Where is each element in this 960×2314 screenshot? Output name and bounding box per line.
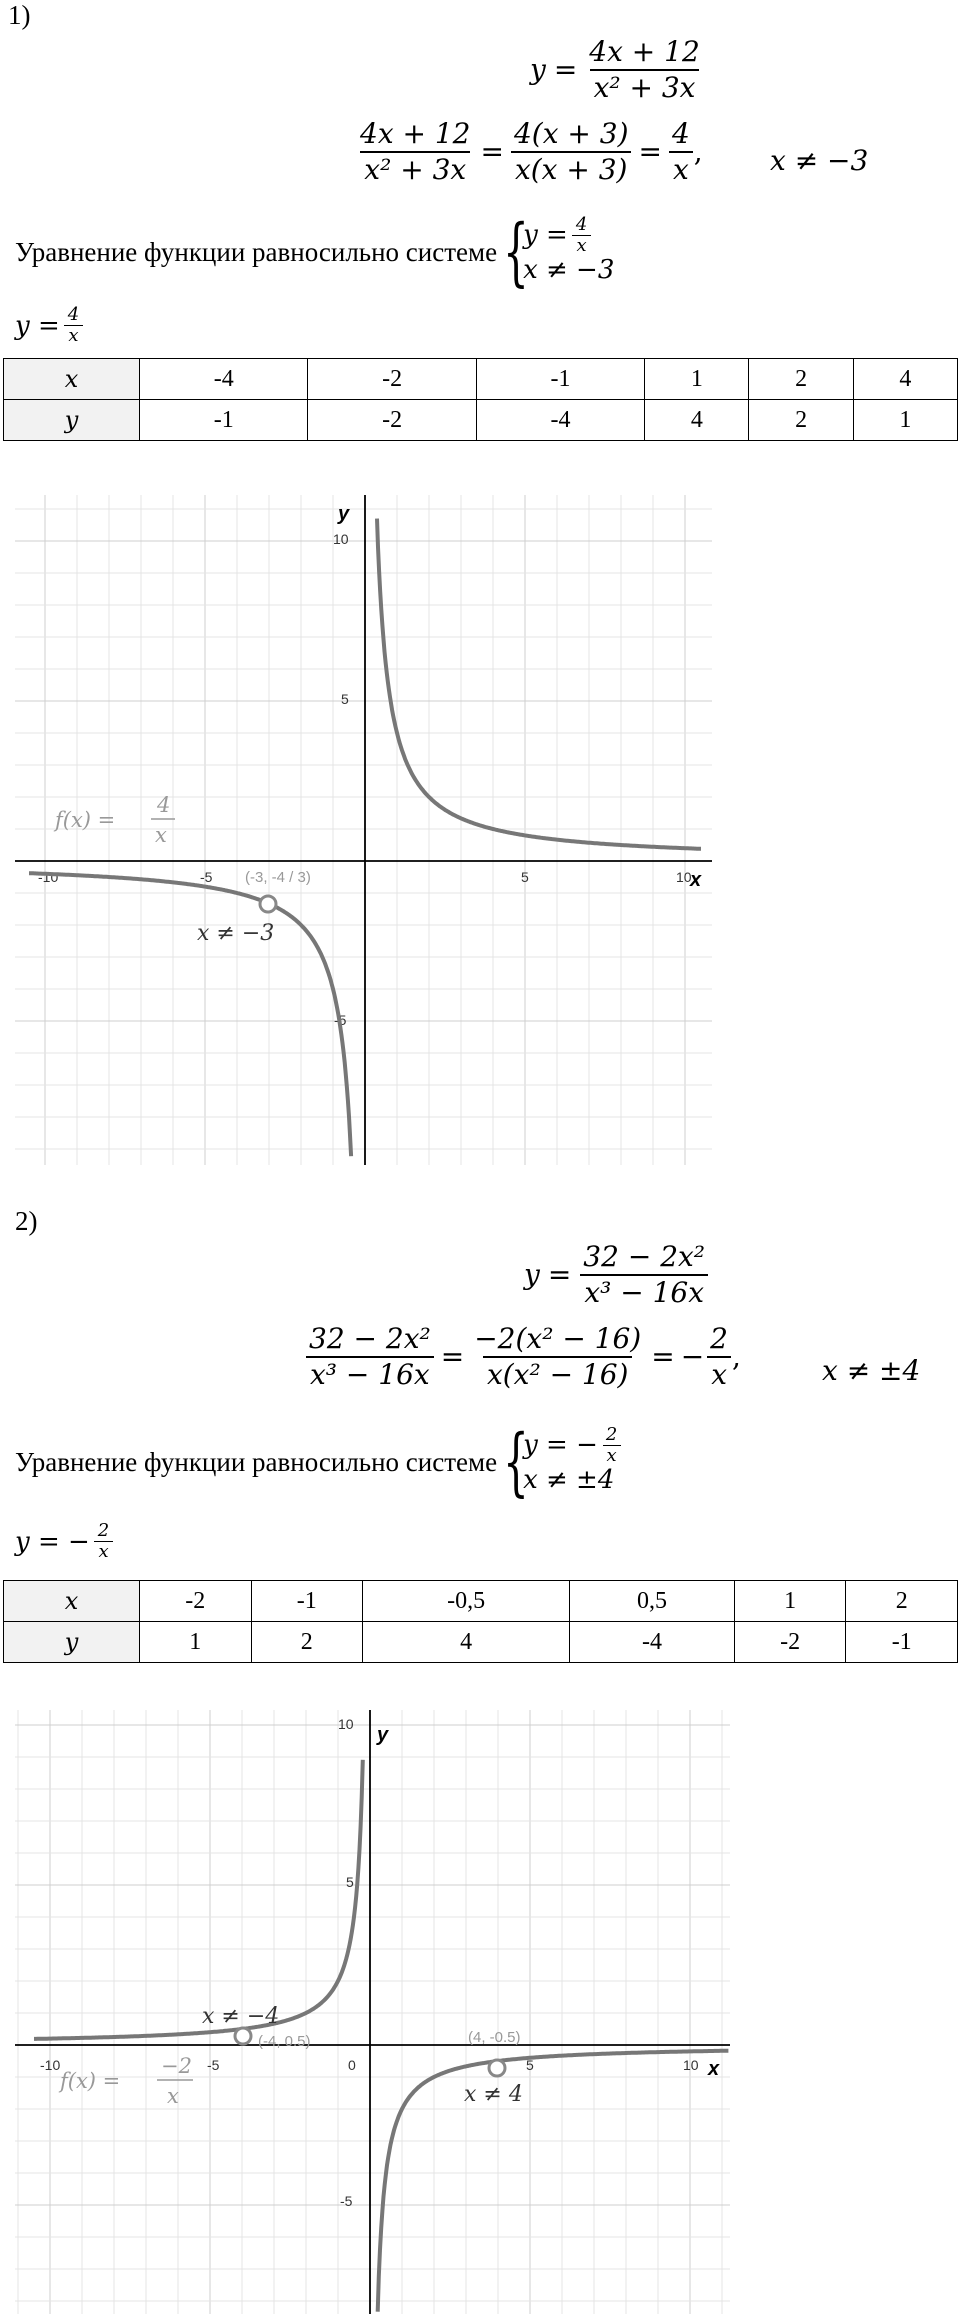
sys-line2: x ≠ −3: [523, 255, 615, 285]
sys-line1-num: 2: [605, 1423, 618, 1445]
simp-den-1: x² + 3x: [360, 151, 470, 184]
func-lhs: y = −: [15, 1526, 90, 1557]
simp-den-3: x: [707, 1356, 731, 1389]
sys-line1-num: 4: [575, 213, 588, 235]
eq-numerator: 32 − 2x²: [583, 1240, 706, 1273]
tick-x-10: 10: [676, 869, 692, 885]
table-cell: 1: [734, 1581, 846, 1622]
table-cell: 4: [645, 400, 749, 441]
tick-y-5: 5: [341, 691, 349, 707]
table-row-y: [4, 400, 958, 441]
table-cell: 4: [853, 359, 957, 400]
table-cell: -2: [734, 1622, 846, 1663]
tick-x-5: 5: [521, 869, 529, 885]
eq-lhs: y: [524, 1258, 540, 1291]
tick-y--5: -5: [340, 2193, 353, 2209]
table-cell: -1: [251, 1581, 363, 1622]
table-cell: 1: [853, 400, 957, 441]
origin-label: 0: [348, 2057, 356, 2073]
table-cell: 0,5: [570, 1581, 735, 1622]
excluded-point-1-label: (-4, 0.5): [258, 2033, 311, 2050]
part1-restriction: x ≠ −3: [770, 144, 869, 177]
table-cell: 2: [251, 1622, 363, 1663]
part1-equation: y = $\frac{4x + 12}{\text{x² + 3x}}$: [530, 38, 704, 102]
func-num: 2: [97, 1520, 110, 1541]
simp-den-1: x³ − 16x: [306, 1356, 434, 1389]
excluded-point-label: (-3, -4 / 3): [245, 869, 311, 886]
table-row-y: [4, 1622, 958, 1663]
part2-value-table: [3, 1580, 958, 1663]
simp-num-1: 32 − 2x²: [309, 1322, 431, 1355]
simp-num-3: 4: [671, 117, 690, 150]
table-cell: -4: [476, 400, 644, 441]
excluded-point-2: [489, 2060, 505, 2076]
simp-num-2: 4(x + 3): [513, 117, 629, 150]
system-text: Уравнение функции равносильно системе: [15, 1446, 498, 1477]
table-cell: -0,5: [363, 1581, 570, 1622]
simp-comma: ,: [693, 135, 703, 168]
tick-y-10: 10: [333, 531, 349, 547]
tick-y-10: 10: [338, 1716, 354, 1732]
excluded-point-note: x ≠ −3: [197, 921, 275, 946]
part2-restriction: x ≠ ±4: [822, 1354, 921, 1387]
part2-simplification: $\frac{\text{32 − 2x²}}{\text{x³ − 16x}}$ = $\frac{\text{−2(x² − 16)}}{\text{x(x² − 16)}}$ = − $\frac{2}{x}$ ,: [305, 1325, 741, 1389]
part2-system: Уравнение функции равносильно системе { y = − $\frac{2}{x}$ x ≠ ±4: [15, 1423, 621, 1501]
table-cell: 2: [846, 1581, 958, 1622]
excluded-point-2-label: (4, -0.5): [468, 2029, 521, 2046]
sys-line1-lhs: y = −: [523, 1430, 598, 1460]
table-cell: 4: [363, 1622, 570, 1663]
table-cell: -2: [308, 400, 476, 441]
part1-graph: [0, 490, 720, 1170]
tick-x--5: -5: [207, 2057, 220, 2073]
part1-simplification: $\frac{4x + 12}{\text{x² + 3x}}$ = $\frac{4(x + 3)}{x(x + 3)}$ = $\frac{4}{x}$ ,: [356, 120, 703, 184]
func-label-num: 4: [157, 793, 171, 817]
simp-minus: −: [680, 1340, 705, 1373]
part1-function: [15, 306, 83, 345]
table-cell: 1: [645, 359, 749, 400]
sys-line1-lhs: y =: [523, 220, 568, 250]
table-cell: 1: [140, 1622, 252, 1663]
table-row-x: [4, 1581, 958, 1622]
simp-den-2: x(x + 3): [511, 151, 632, 184]
func-lhs: y =: [15, 310, 60, 341]
curve-branch-right: [377, 519, 701, 849]
system-text: Уравнение функции равносильно системе: [15, 236, 498, 267]
tick-y-5: 5: [346, 1874, 354, 1890]
func-den: x: [64, 325, 82, 345]
grid: [15, 495, 712, 1165]
simp-den-2: x(x² − 16): [483, 1356, 633, 1389]
func-label-den: x: [167, 2084, 179, 2108]
table-cell: -1: [476, 359, 644, 400]
axis-label-x: x: [708, 2058, 720, 2080]
tick-x--5: -5: [200, 869, 213, 885]
curve-branch-right: [378, 2051, 729, 2312]
func-den: x: [94, 1541, 112, 1561]
sys-line1-den: x: [572, 235, 590, 255]
table-cell: -2: [308, 359, 476, 400]
part1-number: 1): [8, 0, 31, 30]
simp-den-3: x: [669, 151, 693, 184]
table-header-x: x: [4, 359, 140, 400]
table-cell: -4: [140, 359, 308, 400]
tick-x-10: 10: [683, 2057, 699, 2073]
part2-graph: [0, 1705, 740, 2314]
func-label-num: −2: [161, 2054, 192, 2078]
sys-line1-den: x: [603, 1445, 621, 1465]
part1-value-table: [3, 358, 958, 441]
table-cell: -4: [570, 1622, 735, 1663]
tick-x-5: 5: [526, 2057, 534, 2073]
simp-num-1: 4x + 12: [360, 117, 471, 150]
simp-num-2: −2(x² − 16): [474, 1322, 642, 1355]
excluded-point-1-note: x ≠ −4: [202, 2004, 280, 2029]
table-cell: -1: [846, 1622, 958, 1663]
axis-label-x: x: [690, 869, 702, 891]
table-cell: 2: [749, 359, 853, 400]
table-cell: -1: [140, 400, 308, 441]
func-num: 4: [67, 304, 80, 325]
excluded-point-1: [235, 2028, 251, 2044]
tick-x--10: -10: [40, 2057, 61, 2073]
func-label-lhs: f(x) =: [55, 808, 116, 832]
simp-num-3: 2: [710, 1322, 728, 1355]
part1-system: Уравнение функции равносильно системе { y = $\frac{4}{x}$ x ≠ −3: [15, 209, 615, 295]
part2-function: [15, 1522, 113, 1561]
curve-branch-left: [34, 1760, 363, 2039]
simp-comma: ,: [732, 1340, 741, 1373]
table-header-y: y: [4, 400, 140, 441]
tick-y--5: -5: [334, 1012, 347, 1028]
table-cell: 2: [749, 400, 853, 441]
eq-denominator: x² + 3x: [590, 69, 700, 102]
eq-denominator: x³ − 16x: [580, 1274, 708, 1307]
tick-x--10: -10: [38, 869, 59, 885]
axis-label-y: y: [377, 1724, 389, 1746]
table-row-x: [4, 359, 958, 400]
sys-line2: x ≠ ±4: [523, 1465, 615, 1495]
table-header-y: y: [4, 1622, 140, 1663]
excluded-point-2-note: x ≠ 4: [464, 2082, 523, 2107]
part2-equation: y = $\frac{\text{32 − 2x²}}{\text{x³ − 16x}}$: [524, 1243, 709, 1307]
table-cell: -2: [140, 1581, 252, 1622]
excluded-point: [260, 896, 276, 912]
table-header-x: x: [4, 1581, 140, 1622]
grid: [15, 1710, 730, 2314]
part2-number: 2): [15, 1206, 38, 1236]
axis-label-y: y: [338, 503, 350, 525]
func-label-den: x: [155, 823, 167, 847]
func-label-lhs: f(x) =: [60, 2069, 121, 2093]
eq-numerator: 4x + 12: [589, 35, 700, 68]
eq-lhs: y: [530, 53, 546, 86]
